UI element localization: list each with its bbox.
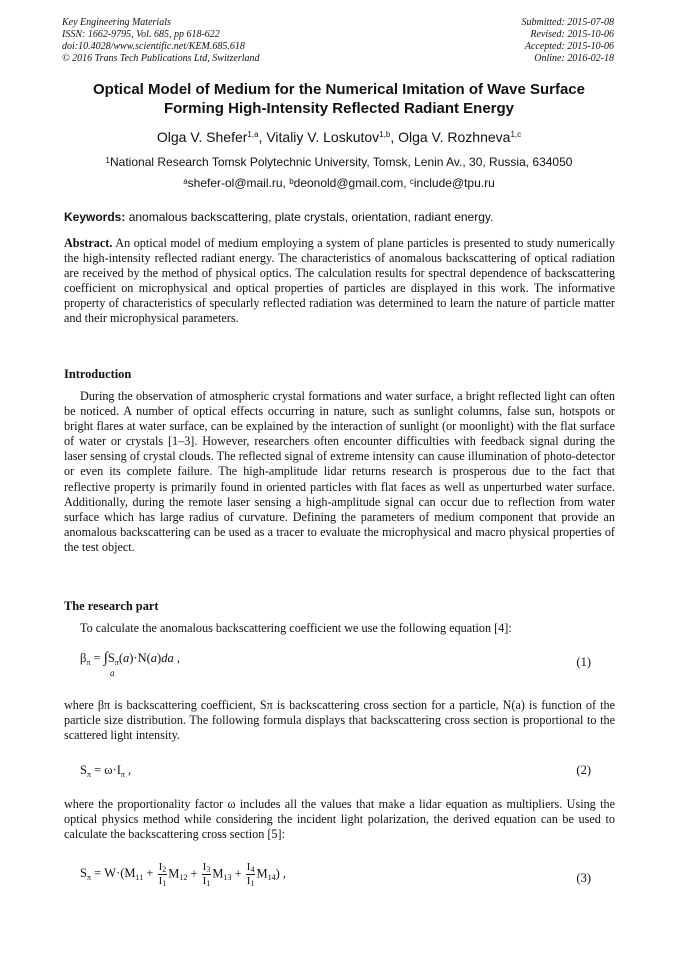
email-mark: a [183,177,188,186]
keywords-text: anomalous backscattering, plate crystals, orientation, radiant energy. [128,210,494,224]
text-after-equation-1: where βπ is backscattering coefficient, Sπ is backscattering cross section for a particle, N(a) is function of the particle size distribution. The following formula displays that backscattering cross section is proportional to the scattered light intensity. [64,698,615,743]
author-list: Olga V. Shefer$^{1,a}$, Vitaliy V. Loskutov$^{1,b}$, Olga V. Rozhneva$^{1,c}$ [156,129,522,145]
email-link[interactable]: deonold@gmail.com [293,176,404,190]
equation-1-number: (1) [576,655,591,669]
text-after-equation-2: where the proportionality factor ω includes all the values that make a lidar equation as multipliers. Using the optical physics method while considering the incident light polarization, the derived equation can be used to calculate the backscattering cross section [5]: [64,797,615,842]
title-line-2: Forming High-Intensity Reflected Radiant Energy [163,100,515,117]
email-link[interactable]: include@tpu.ru [413,176,495,190]
abstract-text: An optical model of medium employing a system of plane particles is presented to study numerically the high-intensity reflected radiant energy. The characteristics of anomalous backscattering of optical radiation are received by the method of physical optics. The calculation results for spectral dependence of backscattering coefficient on microphysical and optical properties of particles are displayed in this work. The informative property of characteristics of specularly reflected radiation was determined to learn the nature of particle matter and their microphysical parameters. [64,236,615,326]
equation-3: $S_\pi = W\cdot(M_{11}$ + $\frac{I2}{I1}$ $M_{12}$ + $\frac{I3}{I1}$ $M_{13}$ + $\frac{I4}{I1}$ $M_{14}$) , [80,861,286,888]
submitted-date: Submitted: 2015-07-08 [521,17,614,28]
email-mark: b [289,177,294,186]
journal-info-left [62,17,260,65]
paper-title [62,80,616,118]
affiliation-mark: 1 [105,156,110,165]
abstract [64,236,615,327]
introduction-text: During the observation of atmospheric crystal formations and water surface, a bright reflected light can often be noticed. A number of optical effects occurring in nature, such as sunlight columns, false sun, hotspots or bright flares at water surface, can be explained by the interaction of sunlight (or moonlight) with the flat surface of water or crystals [1–3]. However, researchers often encounter difficulties with feedback signal during the laser sensing of crystal clouds. The reflected signal of extreme intensity can cause illumination of photo-detector or even its complete failure. The high-amplitude lidar returns research is prosperous due to the fact that reflective property is primarily found in oriented particles with flat faces as well as unperturbed water surface. Additionally, during the remote laser sensing a high-amplitude signal can occur due to reflection from water surface which has large radius of curvature. Defining the parameters of medium component that provide an anomalous backscattering can be used as a tracer to evaluate the microphysical and macro physical properties of the test object. [64,389,615,554]
affiliation [62,155,616,170]
author-affiliation-mark: 1,a [247,130,259,139]
journal-info-right [522,17,615,65]
equation-1: $\beta_\pi = \int S_\pi(a)\cdot N(a)da$ , a [80,650,180,678]
author-affiliation-mark: 1,b [379,130,391,139]
affiliation-text: National Research Tomsk Polytechnic University, Tomsk, Lenin Av., 30, Russia, 634050 [110,155,573,169]
research-intro-text: To calculate the anomalous backscattering coefficient we use the following equation [4]: [80,621,512,635]
title-line-1: Optical Model of Medium for the Numerical Imitation of Wave Surface [92,81,585,98]
keywords [64,210,616,225]
journal-name: Key Engineering Materials [62,17,171,28]
email-link[interactable]: shefer-ol@mail.ru [187,176,283,190]
section-heading-introduction: Introduction [64,367,132,381]
accepted-date: Accepted: 2015-10-06 [524,41,614,52]
equation-2: $S_\pi = \omega\cdot I_\pi$ , [80,763,132,779]
revised-date: Revised: 2015-10-06 [530,29,614,40]
doi[interactable]: doi:10.4028/www.scientific.net/KEM.685.618 [62,41,245,52]
author-name: Olga V. Shefer [156,129,248,145]
author-name: Vitaliy V. Loskutov [266,129,380,145]
equation-3-number: (3) [576,871,591,885]
online-date: Online: 2016-02-18 [534,53,614,64]
author-name: Olga V. Rozhneva [398,129,511,145]
email-mark: c [409,177,414,186]
author-affiliation-mark: 1,c [510,130,522,139]
copyright: © 2016 Trans Tech Publications Ltd, Switzerland [62,53,260,64]
section-heading-research: The research part [64,599,159,613]
email-list: $^a$shefer-ol@mail.ru, $^b$deonold@gmail.com, $^c$include@tpu.ru [183,176,495,190]
equation-2-number: (2) [576,763,591,777]
issn: ISSN: 1662-9795, Vol. 685, pp 618-622 [62,29,220,40]
abstract-label: Abstract. [64,236,113,250]
keywords-label: Keywords: [64,210,126,224]
